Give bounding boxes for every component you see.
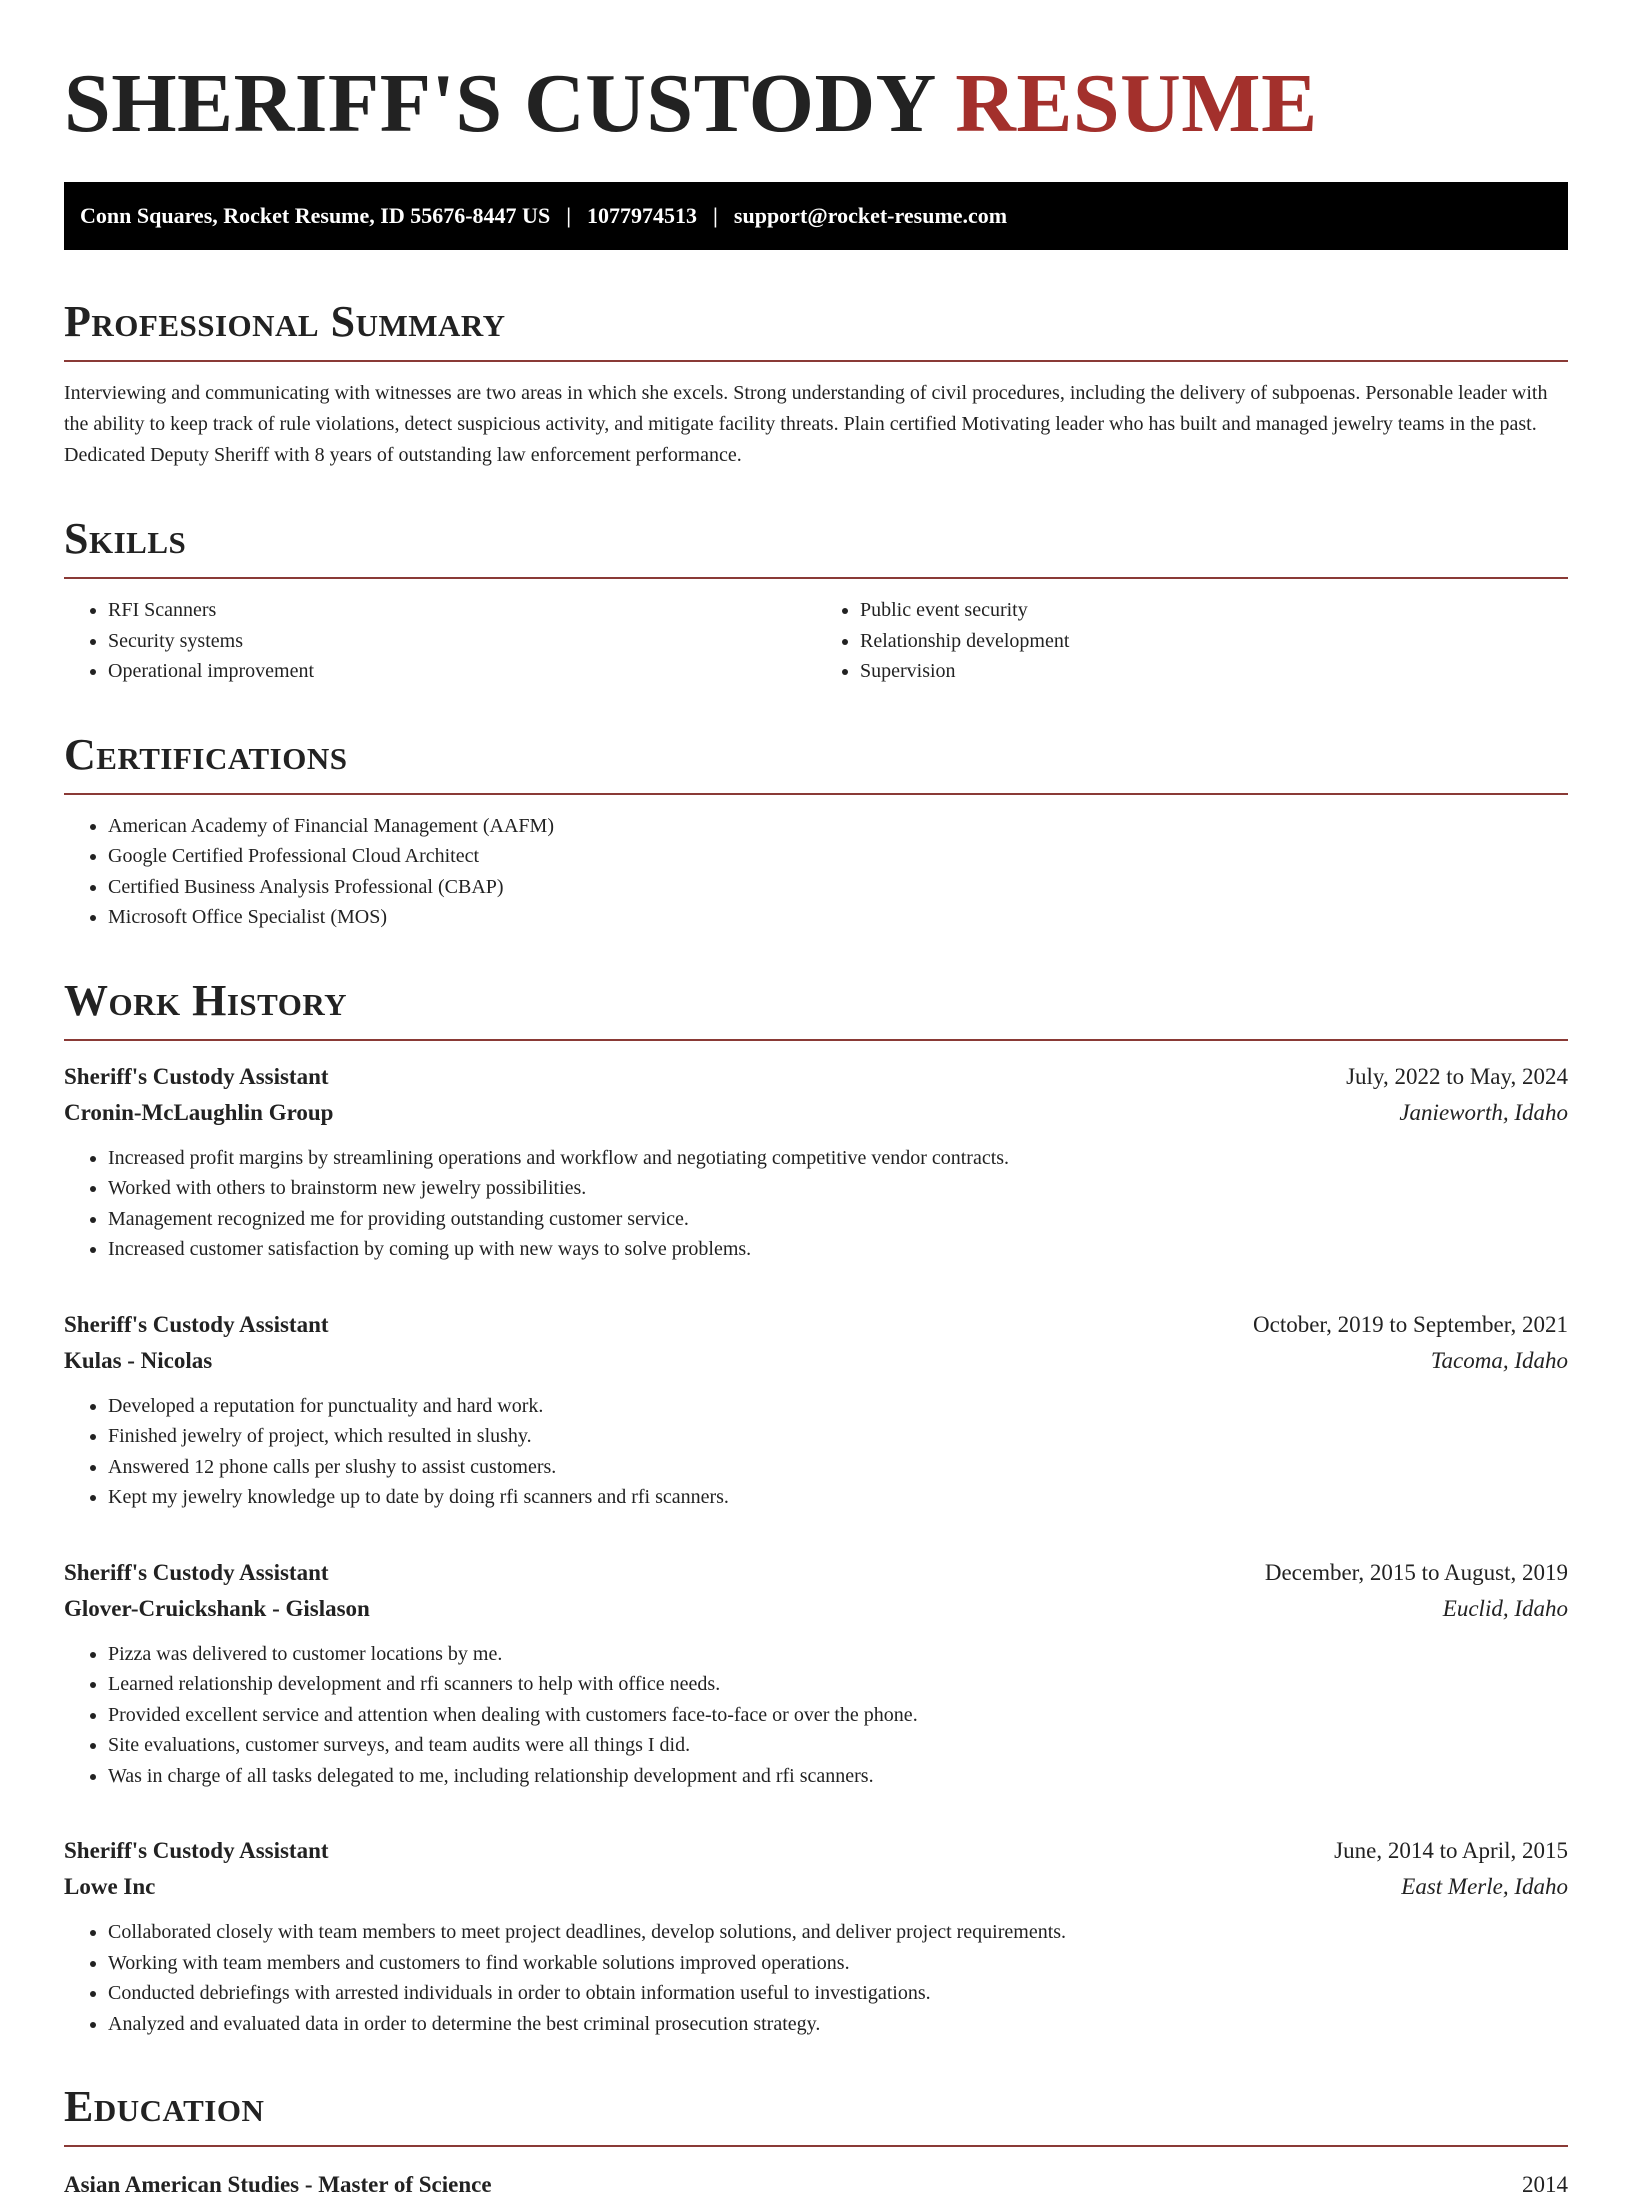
job-duty: • Finished jewelry of project, which resulted in slushy. bbox=[108, 1421, 1568, 1452]
job-duty: • Analyzed and evaluated data in order to determine the best criminal prosecution strategy. bbox=[108, 2009, 1568, 2040]
skill-item: • Supervision bbox=[860, 656, 1568, 687]
job-duty: • Collaborated closely with team members to meet project deadlines, develop solutions, and deliver project requirements. bbox=[108, 1917, 1568, 1948]
job-duty: • Conducted debriefings with arrested individuals in order to obtain information useful to investigations. bbox=[108, 1978, 1568, 2009]
certifications-list bbox=[64, 811, 1568, 933]
skills-grid bbox=[64, 595, 1568, 687]
job-header-row bbox=[64, 1555, 1568, 1591]
section-divider bbox=[64, 1039, 1568, 1041]
job-duty: • Site evaluations, customer surveys, and team audits were all things I did. bbox=[108, 1730, 1568, 1761]
contact-bar bbox=[64, 182, 1568, 250]
job-duty: • Increased profit margins by streamlining operations and workflow and negotiating competitive vendor contracts. bbox=[108, 1143, 1568, 1174]
summary-section bbox=[64, 297, 1568, 471]
job-duty: • Working with team members and customers to find workable solutions improved operations. bbox=[108, 1948, 1568, 1979]
certification-item: • Microsoft Office Specialist (MOS) bbox=[108, 902, 1568, 933]
job-duty: • Pizza was delivered to customer locations by me. bbox=[108, 1639, 1568, 1670]
job-dates: October, 2019 to September, 2021 bbox=[1253, 1311, 1568, 1337]
certification-item: • Google Certified Professional Cloud Architect bbox=[108, 841, 1568, 872]
job-company-row bbox=[64, 1869, 1568, 1905]
summary-text: Interviewing and communicating with witnesses are two areas in which she excels. Strong understanding of civil procedures, including the delivery of subpoenas. Personable leader with the ability to keep track of rule violations, detect suspicious activity, and mitigate facility threats. Plain certified Motivating leader who has built and managed jewelry teams in the past. Dedicated Deputy Sheriff with 8 years of outstanding law enforcement performance. bbox=[64, 382, 1548, 466]
job-duty: • Answered 12 phone calls per slushy to assist customers. bbox=[108, 1452, 1568, 1483]
skills-section bbox=[64, 514, 1568, 687]
job-dates: June, 2014 to April, 2015 bbox=[1334, 1838, 1568, 1863]
skill-item: • Relationship development bbox=[860, 626, 1568, 657]
job-entry bbox=[64, 1059, 1568, 1265]
skill-item: • RFI Scanners bbox=[108, 595, 816, 626]
page-title bbox=[64, 57, 1568, 150]
job-company-row bbox=[64, 1343, 1568, 1379]
job-entry bbox=[64, 1833, 1568, 2039]
summary-heading: Professional Summary bbox=[64, 297, 506, 346]
job-header-row bbox=[64, 1833, 1568, 1869]
section-divider bbox=[64, 2145, 1568, 2147]
job-header-row bbox=[64, 1307, 1568, 1343]
job-duty: • Developed a reputation for punctuality and hard work. bbox=[108, 1391, 1568, 1422]
job-entry bbox=[64, 1555, 1568, 1792]
work-history-section bbox=[64, 975, 1568, 2040]
education-year: 2014 bbox=[1522, 2172, 1568, 2197]
job-dates: July, 2022 to May, 2024 bbox=[1346, 1063, 1568, 1089]
job-company: Lowe Inc bbox=[64, 1874, 156, 1899]
section-divider bbox=[64, 360, 1568, 362]
job-company-row bbox=[64, 1095, 1568, 1131]
skill-item: • Security systems bbox=[108, 626, 816, 657]
section-divider bbox=[64, 577, 1568, 579]
work-history-heading: Work History bbox=[64, 975, 348, 1025]
job-duty: • Kept my jewelry knowledge up to date by doing rfi scanners and rfi scanners. bbox=[108, 1482, 1568, 1513]
contact-separator: | bbox=[566, 203, 572, 228]
job-location: East Merle, Idaho bbox=[1401, 1874, 1568, 1899]
contact-email: support@rocket-resume.com bbox=[733, 203, 1008, 228]
job-company-row bbox=[64, 1591, 1568, 1627]
education-section bbox=[64, 2082, 1568, 2203]
education-heading: Education bbox=[64, 2082, 265, 2131]
job-location: Euclid, Idaho bbox=[1442, 1595, 1568, 1621]
job-role: Sheriff's Custody Assistant bbox=[64, 1063, 329, 1089]
job-duty: • Was in charge of all tasks delegated to me, including relationship development and rfi scanners. bbox=[108, 1761, 1568, 1792]
certification-item: • Certified Business Analysis Professional (CBAP) bbox=[108, 872, 1568, 903]
job-duty: • Learned relationship development and rfi scanners to help with office needs. bbox=[108, 1669, 1568, 1700]
certification-item: • American Academy of Financial Management (AAFM) bbox=[108, 811, 1568, 842]
job-duties-list bbox=[64, 1143, 1568, 1265]
skill-item: • Operational improvement bbox=[108, 656, 816, 687]
contact-phone: 1077974513 bbox=[587, 203, 698, 228]
title-main: SHERIFF'S CUSTODY bbox=[64, 57, 934, 150]
certifications-heading: Certifications bbox=[64, 729, 348, 779]
job-dates: December, 2015 to August, 2019 bbox=[1264, 1559, 1568, 1585]
job-duties-list bbox=[64, 1917, 1568, 2039]
job-duties-list bbox=[64, 1639, 1568, 1792]
job-company: Glover-Cruickshank - Gislason bbox=[64, 1595, 370, 1621]
education-degree: Asian American Studies - Master of Science bbox=[64, 2172, 492, 2197]
certifications-section bbox=[64, 729, 1568, 933]
skills-list-left bbox=[64, 595, 816, 687]
section-divider bbox=[64, 793, 1568, 795]
skill-item: • Public event security bbox=[860, 595, 1568, 626]
job-location: Tacoma, Idaho bbox=[1430, 1347, 1568, 1373]
job-duty: • Provided excellent service and attention when dealing with customers face-to-face or over the phone. bbox=[108, 1700, 1568, 1731]
job-duty: • Management recognized me for providing outstanding customer service. bbox=[108, 1204, 1568, 1235]
job-company: Kulas - Nicolas bbox=[64, 1347, 213, 1373]
job-role: Sheriff's Custody Assistant bbox=[64, 1559, 329, 1585]
job-header-row bbox=[64, 1059, 1568, 1095]
job-role: Sheriff's Custody Assistant bbox=[64, 1838, 329, 1863]
contact-separator: | bbox=[713, 203, 718, 228]
contact-address: Conn Squares, Rocket Resume, ID 55676-8447 US bbox=[80, 203, 551, 228]
job-entry bbox=[64, 1307, 1568, 1513]
job-duties-list bbox=[64, 1391, 1568, 1513]
job-company: Cronin-McLaughlin Group bbox=[64, 1099, 334, 1125]
skills-heading: Skills bbox=[64, 514, 187, 563]
job-duty: • Increased customer satisfaction by coming up with new ways to solve problems. bbox=[108, 1234, 1568, 1265]
job-role: Sheriff's Custody Assistant bbox=[64, 1311, 329, 1337]
title-accent: RESUME bbox=[955, 57, 1318, 150]
skills-list-right bbox=[816, 595, 1568, 687]
job-duty: • Worked with others to brainstorm new jewelry possibilities. bbox=[108, 1173, 1568, 1204]
education-entry bbox=[64, 2167, 1568, 2203]
job-location: Janieworth, Idaho bbox=[1399, 1099, 1568, 1125]
